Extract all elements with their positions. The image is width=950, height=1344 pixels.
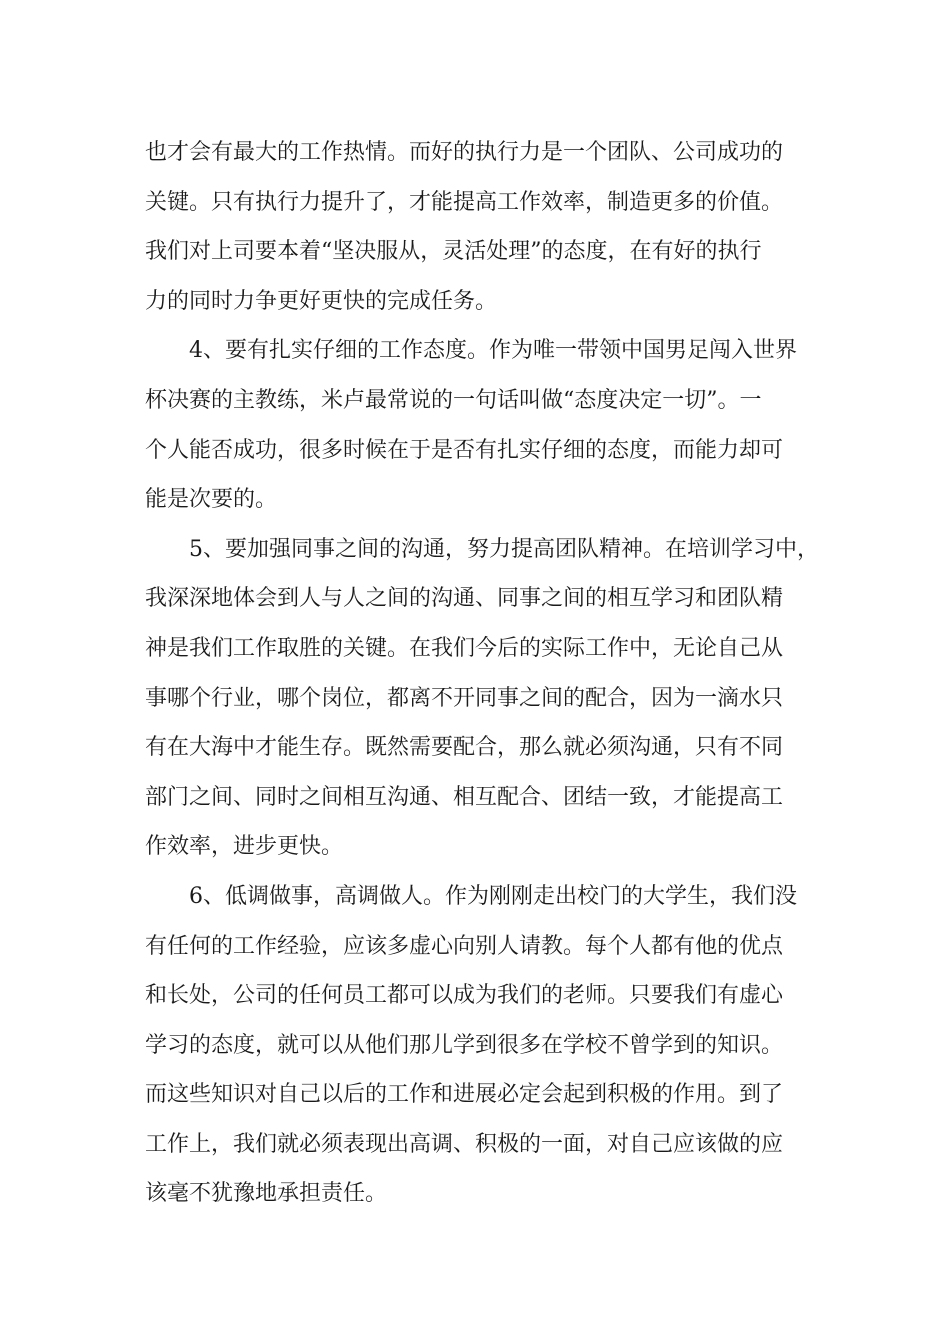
text-line: 神是我们工作取胜的关键。在我们今后的实际工作中，无论自己从 (145, 635, 784, 661)
text-line: 杯决赛的主教练，米卢最常说的一句话叫做“态度决定一切”。一 (145, 387, 762, 413)
text-line: 有任何的工作经验，应该多虚心向别人请教。每个人都有他的优点 (145, 933, 784, 959)
text-line: 该毫不犹豫地承担责任。 (145, 1181, 388, 1207)
document-body (145, 128, 819, 1219)
text-line: 能是次要的。 (145, 487, 278, 513)
paragraph-5-first-line: 5、要加强同事之间的沟通，努力提高团队精神。在培训学习中， (189, 536, 819, 562)
text-line: 而这些知识对自己以后的工作和进展必定会起到积极的作用。到了 (145, 1082, 784, 1108)
text-line: 有在大海中才能生存。既然需要配合，那么就必须沟通，只有不同 (145, 735, 784, 761)
paragraph-6-first-line: 6、低调做事，高调做人。作为刚刚走出校门的大学生，我们没 (189, 883, 797, 909)
text-line: 我深深地体会到人与人之间的沟通、同事之间的相互学习和团队精 (145, 586, 784, 612)
text-line: 事哪个行业，哪个岗位，都离不开同事之间的配合，因为一滴水只 (145, 685, 784, 711)
paragraph-4-first-line: 4、要有扎实仔细的工作态度。作为唯一带领中国男足闯入世界 (189, 338, 797, 364)
text-line: 作效率，进步更快。 (145, 834, 344, 860)
text-line: 也才会有最大的工作热情。而好的执行力是一个团队、公司成功的 (145, 140, 784, 165)
text-line: 部门之间、同时之间相互沟通、相互配合、团结一致，才能提高工 (145, 784, 784, 810)
text-line: 学习的态度，就可以从他们那儿学到很多在学校不曾学到的知识。 (145, 1032, 784, 1058)
text-line: 工作上，我们就必须表现出高调、积极的一面，对自己应该做的应 (145, 1131, 784, 1157)
text-line: 和长处，公司的任何员工都可以成为我们的老师。只要我们有虚心 (145, 983, 784, 1009)
text-line: 关键。只有执行力提升了，才能提高工作效率，制造更多的价值。 (145, 189, 784, 215)
text-line: 我们对上司要本着“坚决服从，灵活处理”的态度，在有好的执行 (145, 239, 762, 265)
text-line: 力的同时力争更好更快的完成任务。 (145, 288, 498, 314)
text-line: 个人能否成功，很多时候在于是否有扎实仔细的态度，而能力却可 (145, 437, 784, 463)
